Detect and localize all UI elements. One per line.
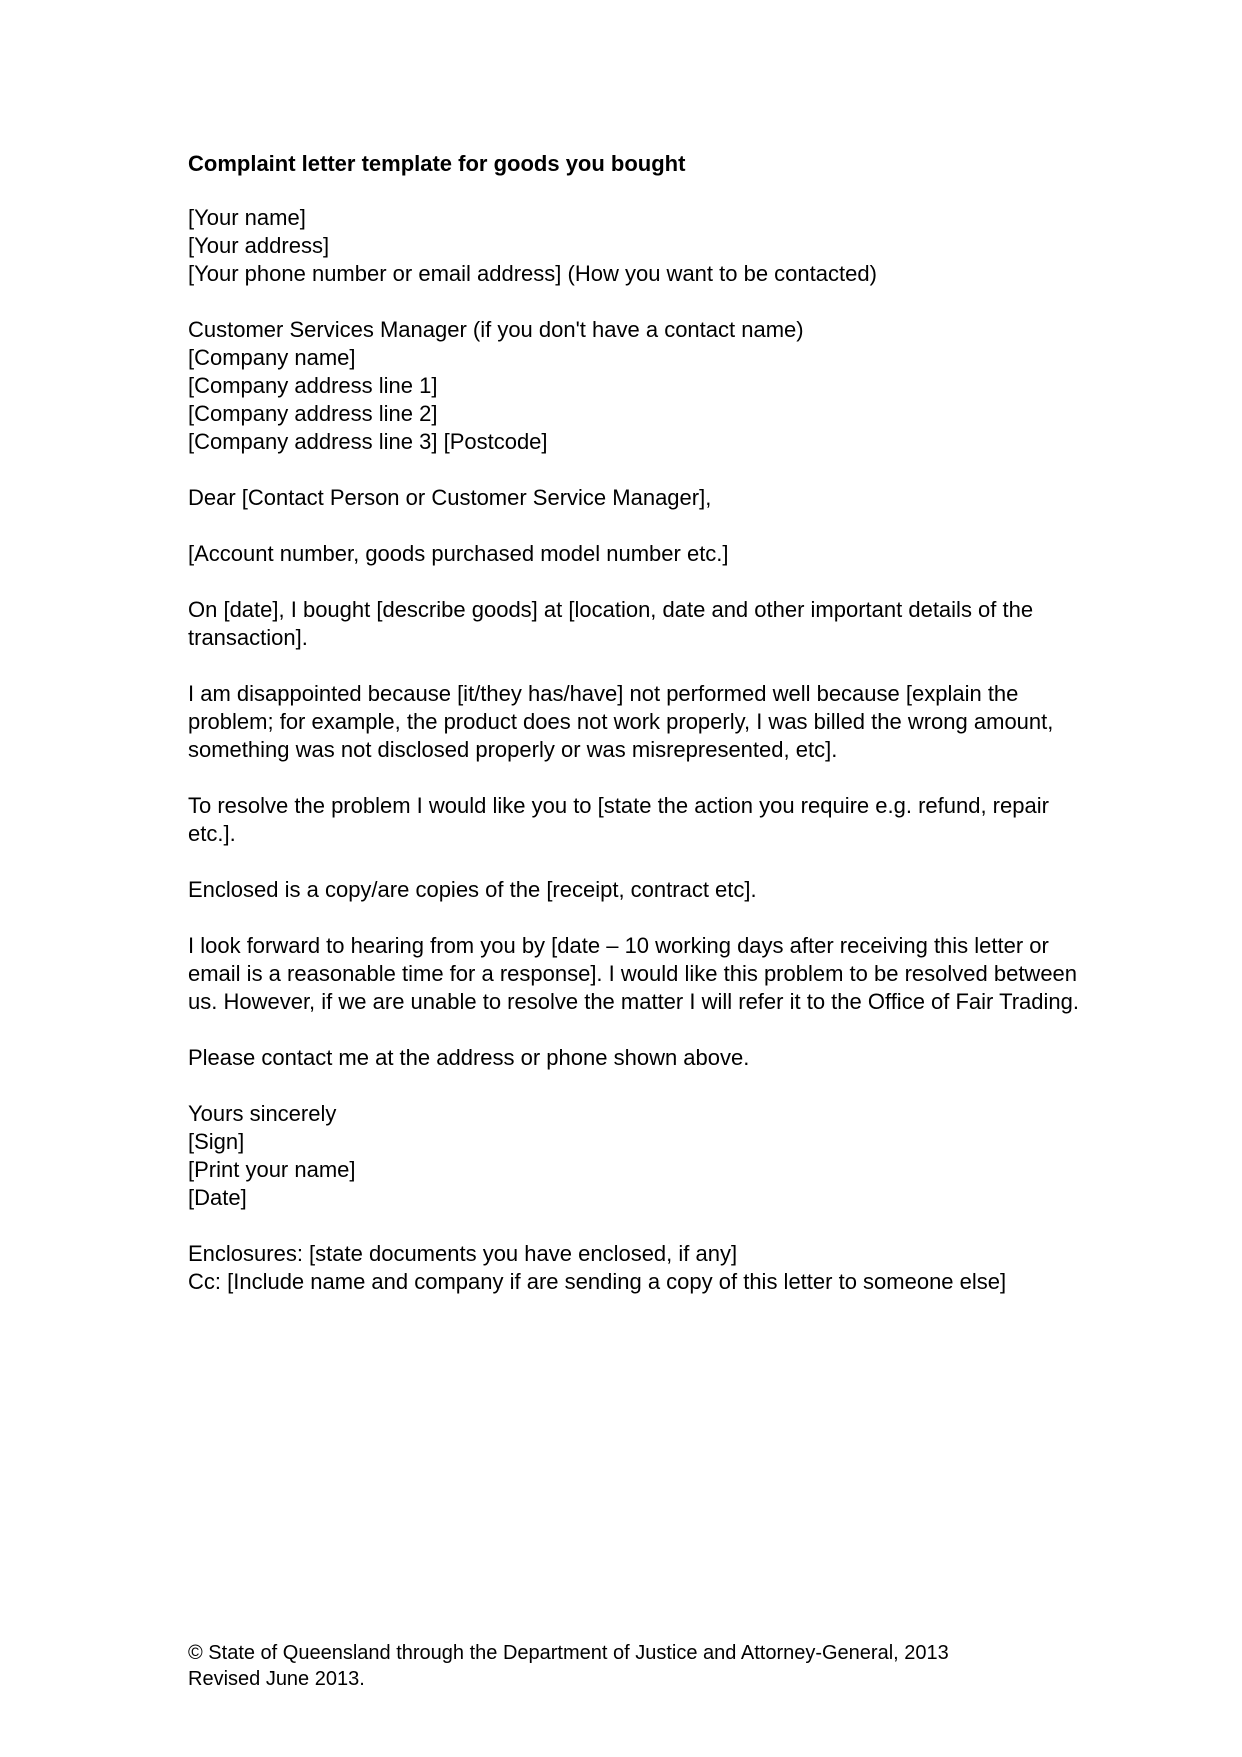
sender-block xyxy=(188,204,1088,288)
cc-line: Cc: [Include name and company if are sending a copy of this letter to someone else] xyxy=(188,1269,1007,1294)
recipient-role: Customer Services Manager (if you don't have a contact name) xyxy=(188,317,804,342)
date-placeholder: [Date] xyxy=(188,1185,247,1210)
salutation: Dear [Contact Person or Customer Service Manager], xyxy=(188,485,712,510)
enclosures-line: Enclosures: [state documents you have enclosed, if any] xyxy=(188,1241,738,1266)
revision-note: Revised June 2013. xyxy=(188,1668,365,1690)
copyright-notice: © State of Queensland through the Department of Justice and Attorney-General, 2013 xyxy=(188,1642,949,1664)
closing-block xyxy=(188,1100,1088,1212)
print-name-placeholder: [Print your name] xyxy=(188,1157,356,1182)
recipient-block xyxy=(188,316,1088,456)
recipient-address-line-1: [Company address line 1] xyxy=(188,373,438,398)
sender-name: [Your name] xyxy=(188,205,306,230)
body-paragraph: Enclosed is a copy/are copies of the [receipt, contract etc]. xyxy=(188,877,757,902)
recipient-address-line-2: [Company address line 2] xyxy=(188,401,438,426)
body-paragraph: I am disappointed because [it/they has/have] not performed well because [explain the problem; for example, the product does not work properly, I was billed the wrong amount, something was not disclosed properly or was misrepresented, etc]. xyxy=(188,681,1054,762)
reference-line: [Account number, goods purchased model number etc.] xyxy=(188,541,729,566)
letter-body xyxy=(188,150,1088,1324)
page-footer xyxy=(188,1640,1088,1692)
enclosures-block xyxy=(188,1240,1088,1296)
valediction: Yours sincerely xyxy=(188,1101,337,1126)
sender-address: [Your address] xyxy=(188,233,330,258)
body-paragraph: To resolve the problem I would like you to [state the action you require e.g. refund, repair etc.]. xyxy=(188,793,1049,846)
body-paragraph: On [date], I bought [describe goods] at [location, date and other important details of the transaction]. xyxy=(188,597,1034,650)
recipient-company: [Company name] xyxy=(188,345,356,370)
sender-contact: [Your phone number or email address] (How you want to be contacted) xyxy=(188,261,877,286)
body-paragraph: I look forward to hearing from you by [date – 10 working days after receiving this letter or email is a reasonable time for a response]. I would like this problem to be resolved between us. However, if we are unable to resolve the matter I will refer it to the Office of Fair Trading. xyxy=(188,933,1079,1014)
document-title: Complaint letter template for goods you bought xyxy=(188,151,686,176)
body-paragraph: Please contact me at the address or phone shown above. xyxy=(188,1045,750,1070)
recipient-address-line-3: [Company address line 3] [Postcode] xyxy=(188,429,548,454)
signature-placeholder: [Sign] xyxy=(188,1129,245,1154)
